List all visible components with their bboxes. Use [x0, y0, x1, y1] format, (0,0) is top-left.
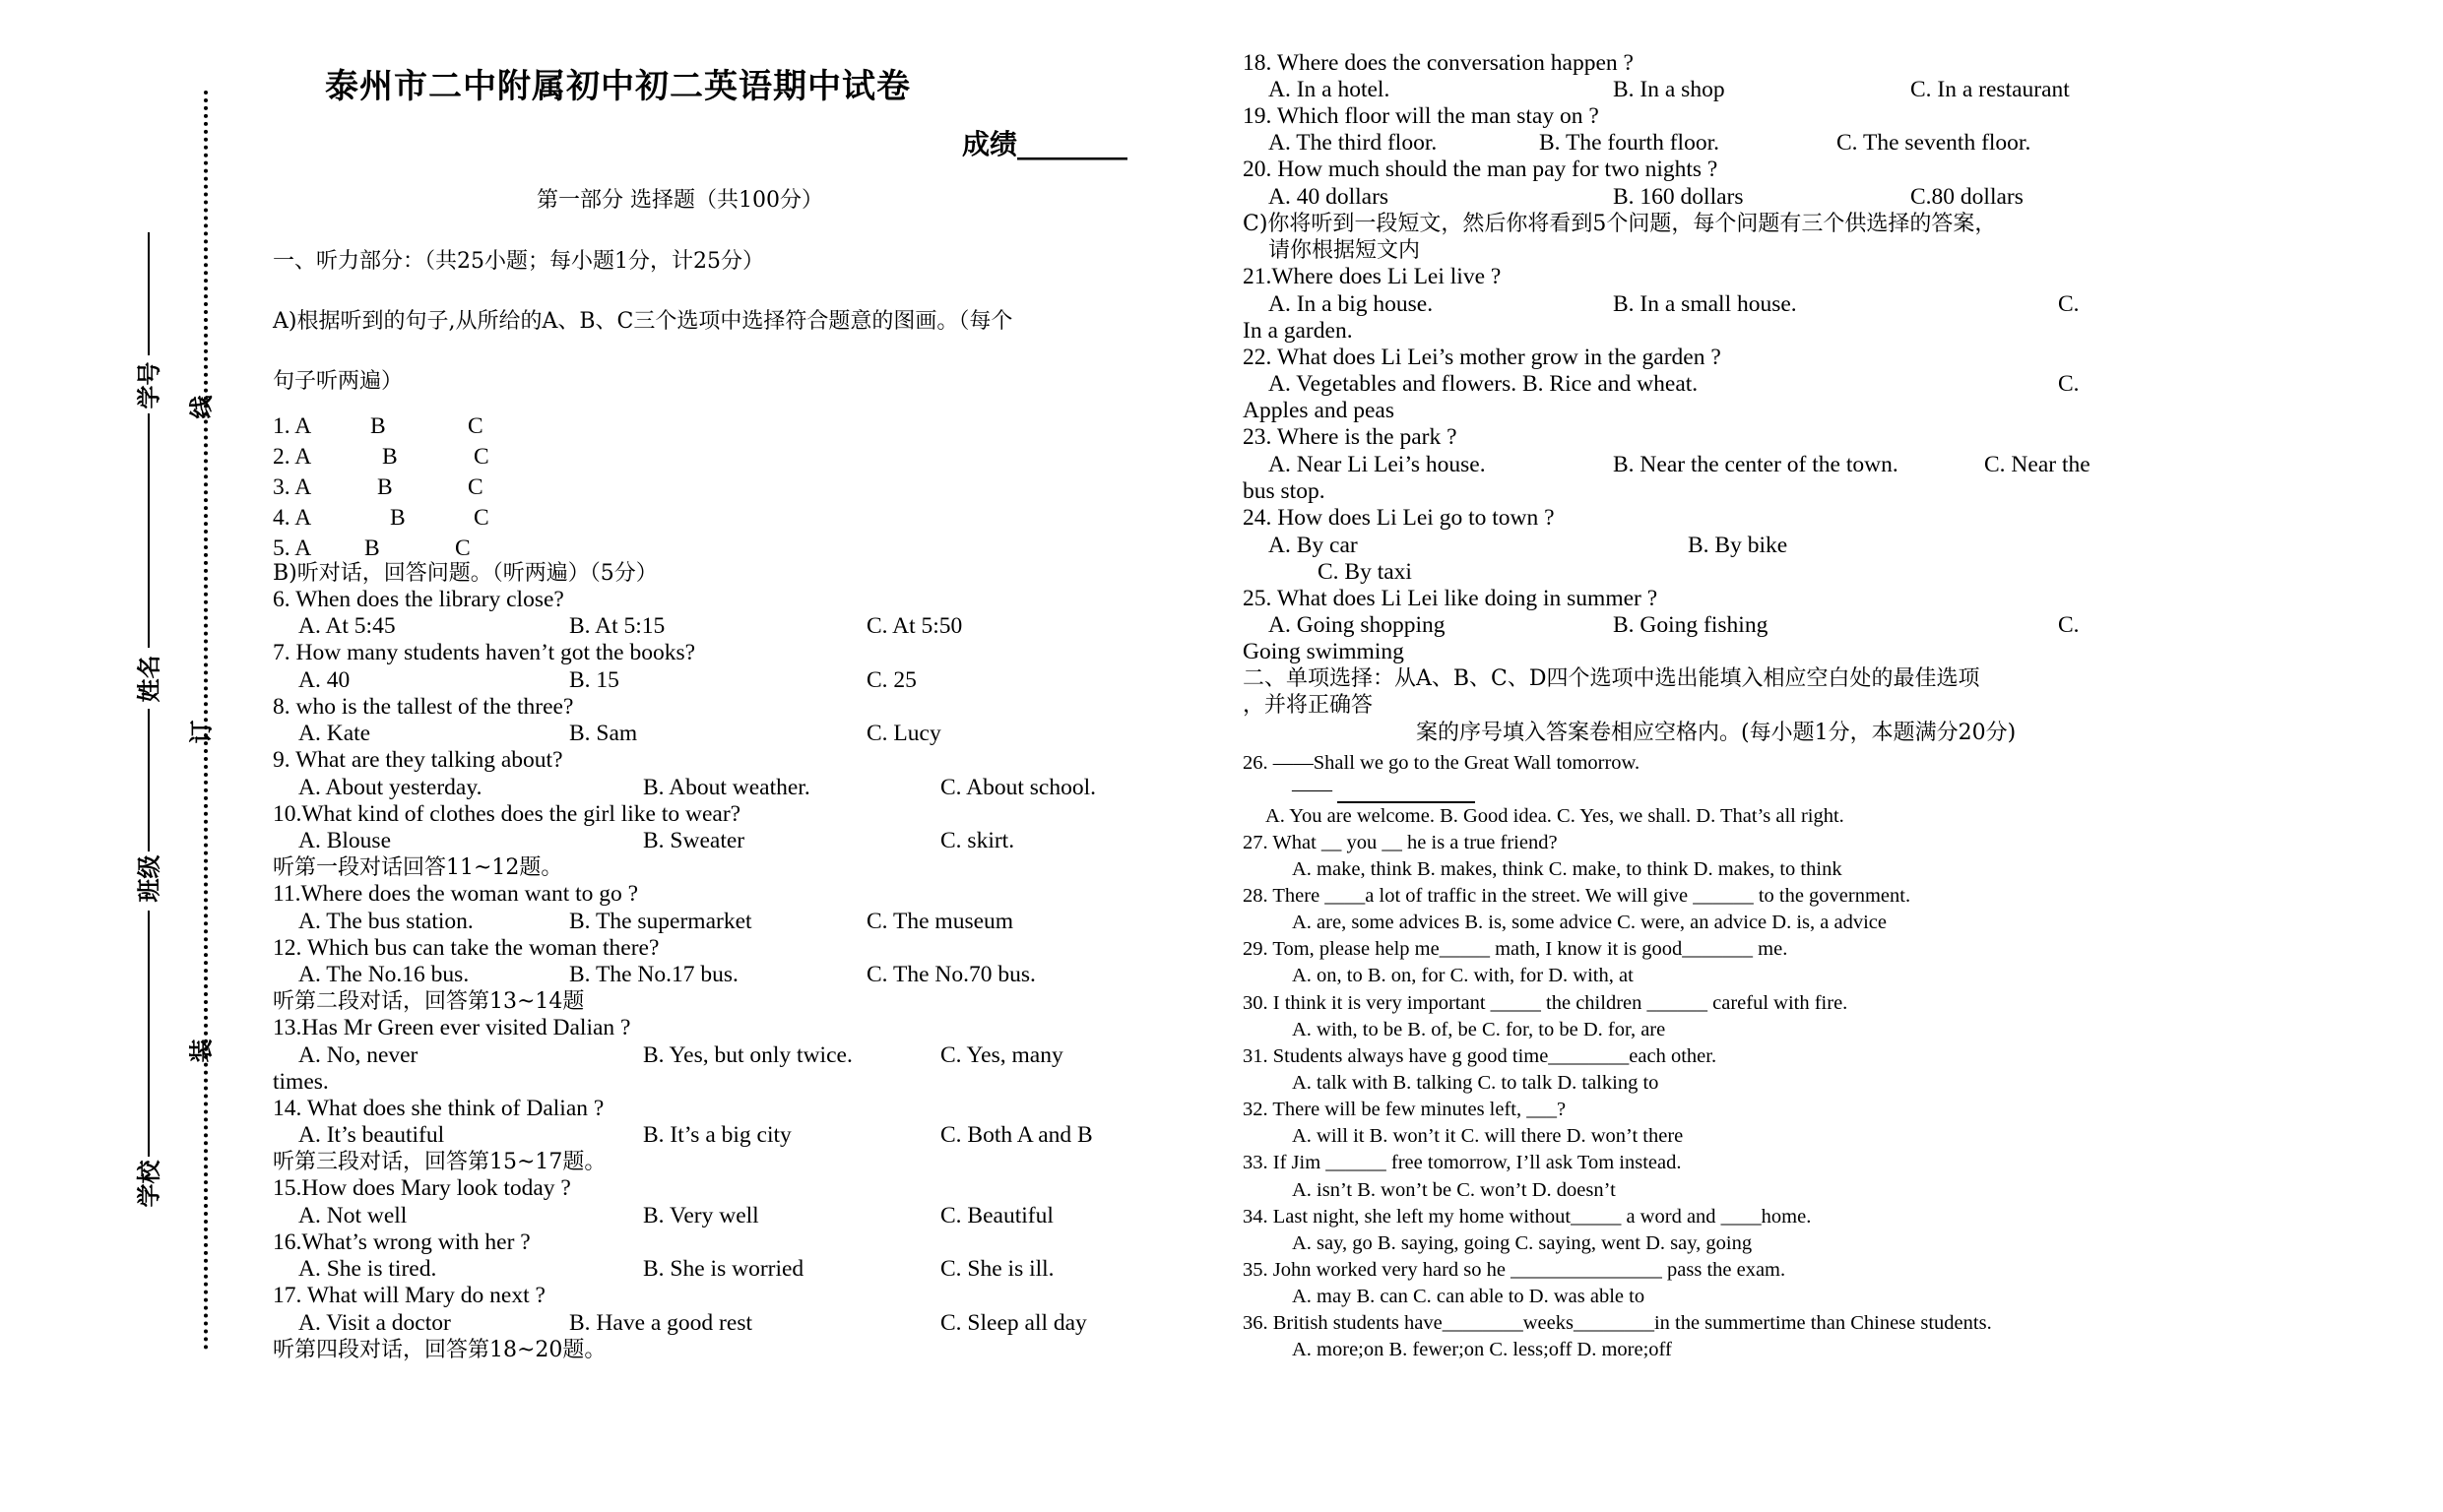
section2-instruction-2: ，并将正确答	[1243, 693, 1374, 718]
q8-option-c: C. Lucy	[867, 721, 941, 746]
q23-option-c: C. Near the	[1984, 452, 2090, 477]
binding-label-class: 班级	[135, 854, 163, 903]
binding-label-student-no: 学号	[135, 361, 163, 410]
q21-option-b: B. In a small house.	[1613, 291, 1797, 317]
q12-option-b: B. The No.17 bus.	[569, 962, 739, 987]
q11: 11.Where does the woman want to go ?	[273, 881, 639, 907]
q21-option-c: C.	[2058, 291, 2080, 317]
q6-option-a: A. At 5:45	[298, 613, 396, 639]
pic-q5-c: C	[455, 536, 471, 561]
q7-option-c: C. 25	[867, 667, 917, 693]
pic-q4-a: 4. A	[273, 505, 312, 531]
pic-q1-a: 1. A	[273, 413, 312, 439]
q10-option-a: A. Blouse	[298, 828, 391, 853]
q7-option-a: A. 40	[298, 667, 351, 693]
q12: 12. Which bus can take the woman there?	[273, 935, 660, 961]
q19-option-a: A. The third floor.	[1268, 130, 1438, 156]
q35: 35. John worked very hard so he _______________ pass the exam.	[1243, 1259, 1786, 1281]
q10: 10.What kind of clothes does the girl like to wear?	[273, 801, 741, 827]
q23-option-c-wrap: bus stop.	[1243, 478, 1325, 504]
q22-option-c: C.	[2058, 371, 2080, 397]
q6: 6. When does the library close?	[273, 587, 564, 612]
q34-options: A. say, go B. saying, going C. saying, went D. say, going	[1292, 1232, 1753, 1254]
binding-label-school: 学校	[135, 1160, 163, 1208]
q33-options: A. isn’t B. won’t be C. won’t D. doesn’t	[1292, 1179, 1616, 1201]
q25: 25. What does Li Lei like doing in summer ?	[1243, 586, 1658, 611]
q16-option-b: B. She is worried	[643, 1256, 804, 1282]
q8-option-b: B. Sam	[569, 721, 638, 746]
q6-option-c: C. At 5:50	[867, 613, 963, 639]
sectionB-heading: B)听对话，回答问题。（听两遍）（5分）	[273, 561, 658, 586]
q11-option-a: A. The bus station.	[298, 909, 474, 934]
q29: 29. Tom, please help me_____ math, I know it is good_______ me.	[1243, 938, 1788, 960]
pic-q5-b: B	[364, 536, 380, 561]
q27: 27. What __ you __ he is a true friend?	[1243, 832, 1558, 853]
dialogue1-instruction: 听第一段对话回答11~12题。	[273, 855, 563, 880]
binding-mark-line: 线	[187, 395, 216, 419]
q20: 20. How much should the man pay for two nights ?	[1243, 157, 1718, 182]
page-title: 泰州市二中附属初中初二英语期中试卷	[325, 67, 911, 106]
q35-options: A. may B. can C. can able to D. was able to	[1292, 1286, 1645, 1307]
sectionA-instruction-1: A)根据听到的句子,从所给的A、B、C三个选项中选择符合题意的图画。（每个	[273, 309, 1013, 334]
q9-option-a: A. About yesterday.	[298, 775, 482, 800]
q14-option-b: B. It’s a big city	[643, 1122, 792, 1148]
q34: 34. Last night, she left my home without_____ a word and ____home.	[1243, 1206, 1812, 1228]
sectionC-instruction-1: C)你将听到一段短文，然后你将看到5个问题，每个问题有三个供选择的答案，	[1243, 212, 1997, 236]
q24-option-b: B. By bike	[1688, 533, 1788, 558]
q36-options: A. more;on B. fewer;on C. less;off D. more;off	[1292, 1339, 1672, 1360]
q20-option-a: A. 40 dollars	[1268, 184, 1389, 210]
q28-options: A. are, some advices B. is, some advice C. were, an advice D. is, a advice	[1292, 912, 1887, 933]
pic-q4-b: B	[390, 505, 406, 531]
q19-option-b: B. The fourth floor.	[1539, 130, 1719, 156]
binding-label-name: 姓名	[135, 655, 163, 703]
q26-options: A. You are welcome. B. Good idea. C. Yes, we shall. D. That’s all right.	[1265, 805, 1844, 827]
q15: 15.How does Mary look today ?	[273, 1175, 571, 1201]
section1-heading: 一、听力部分：（共25小题；每小题1分，计25分）	[273, 249, 764, 274]
q18-option-a: A. In a hotel.	[1268, 77, 1390, 102]
q29-options: A. on, to B. on, for C. with, for D. with, at	[1292, 965, 1634, 986]
q20-option-c: C.80 dollars	[1910, 184, 2024, 210]
q30-options: A. with, to be B. of, be C. for, to be D. for, are	[1292, 1019, 1666, 1040]
student-no-underline	[148, 232, 150, 355]
pic-q3-a: 3. A	[273, 474, 312, 500]
pic-q3-c: C	[468, 474, 483, 500]
dialogue4-instruction: 听第四段对话，回答第18~20题。	[273, 1338, 607, 1362]
pic-q5-a: 5. A	[273, 536, 312, 561]
q19: 19. Which floor will the man stay on ?	[1243, 103, 1599, 129]
q9-option-c: C. About school.	[940, 775, 1096, 800]
q24: 24. How does Li Lei go to town ?	[1243, 505, 1555, 531]
q7: 7. How many students haven’t got the books?	[273, 640, 696, 665]
q15-option-b: B. Very well	[643, 1203, 759, 1228]
q14-option-c: C. Both A and B	[940, 1122, 1093, 1148]
class-underline	[148, 709, 150, 851]
q12-option-c: C. The No.70 bus.	[867, 962, 1036, 987]
q18-option-c: C. In a restaurant	[1910, 77, 2070, 102]
q6-option-b: B. At 5:15	[569, 613, 666, 639]
q18-option-b: B. In a shop	[1613, 77, 1725, 102]
section2-instruction-1: 二、单项选择：从A、B、C、D四个选项中选出能填入相应空白处的最佳选项	[1243, 666, 1980, 691]
pic-q2-b: B	[382, 444, 398, 470]
q11-option-c: C. The museum	[867, 909, 1014, 934]
q20-option-b: B. 160 dollars	[1613, 184, 1744, 210]
q10-option-b: B. Sweater	[643, 828, 745, 853]
q25-option-b: B. Going fishing	[1613, 612, 1768, 638]
q31-options: A. talk with B. talking C. to talk D. talking to	[1292, 1072, 1659, 1094]
q12-option-a: A. The No.16 bus.	[298, 962, 470, 987]
q25-option-c-wrap: Going swimming	[1243, 639, 1404, 664]
q26-dash-text: ——	[1292, 779, 1332, 800]
q26-dash	[1292, 777, 1475, 803]
q8-option-a: A. Kate	[298, 721, 371, 746]
q18: 18. Where does the conversation happen ?	[1243, 50, 1634, 76]
q19-option-c: C. The seventh floor.	[1836, 130, 2031, 156]
q31: 31. Students always have g good time________each other.	[1243, 1045, 1717, 1067]
q24-option-a: A. By car	[1268, 533, 1358, 558]
score-field: 成绩________	[962, 128, 1128, 160]
q16-option-c: C. She is ill.	[940, 1256, 1055, 1282]
q23-option-b: B. Near the center of the town.	[1613, 452, 1898, 477]
part1-heading: 第一部分 选择题（共100分）	[537, 188, 823, 213]
q9-option-b: B. About weather.	[643, 775, 810, 800]
pic-q1-c: C	[468, 413, 483, 439]
q13-option-b: B. Yes, but only twice.	[643, 1042, 853, 1068]
section2-instruction-3: 案的序号填入答案卷相应空格内。(每小题1分，本题满分20分)	[1416, 721, 2017, 745]
q14: 14. What does she think of Dalian ?	[273, 1096, 605, 1121]
q27-options: A. make, think B. makes, think C. make, to think D. makes, to think	[1292, 858, 1842, 880]
q8: 8. who is the tallest of the three?	[273, 694, 574, 720]
q17-option-b: B. Have a good rest	[569, 1310, 752, 1336]
q26-answer-blank	[1337, 784, 1475, 803]
q36: 36. British students have________weeks________in the summertime than Chinese students.	[1243, 1312, 1992, 1334]
pic-q2-a: 2. A	[273, 444, 312, 470]
q23-option-a: A. Near Li Lei’s house.	[1268, 452, 1486, 477]
q33: 33. If Jim ______ free tomorrow, I’ll ask Tom instead.	[1243, 1152, 1682, 1173]
q26: 26. ——Shall we go to the Great Wall tomorrow.	[1243, 752, 1640, 774]
q16-option-a: A. She is tired.	[298, 1256, 437, 1282]
q11-option-b: B. The supermarket	[569, 909, 752, 934]
name-underline	[148, 413, 150, 648]
q15-option-c: C. Beautiful	[940, 1203, 1054, 1228]
pic-q1-b: B	[370, 413, 386, 439]
pic-q4-c: C	[474, 505, 489, 531]
q16: 16.What’s wrong with her ?	[273, 1229, 531, 1255]
q13-option-a: A. No, never	[298, 1042, 418, 1068]
q17: 17. What will Mary do next ?	[273, 1283, 546, 1308]
dialogue3-instruction: 听第三段对话，回答第15~17题。	[273, 1150, 607, 1174]
q7-option-b: B. 15	[569, 667, 619, 693]
q22-option-ab: A. Vegetables and flowers. B. Rice and wheat.	[1268, 371, 1699, 397]
q32-options: A. will it B. won’t it C. will there D. won’t there	[1292, 1125, 1684, 1147]
school-underline	[148, 911, 150, 1157]
q15-option-a: A. Not well	[298, 1203, 408, 1228]
q10-option-c: C. skirt.	[940, 828, 1015, 853]
q17-option-c: C. Sleep all day	[940, 1310, 1087, 1336]
q28: 28. There ____a lot of traffic in the street. We will give ______ to the government.	[1243, 885, 1911, 907]
q13: 13.Has Mr Green ever visited Dalian ?	[273, 1015, 631, 1040]
q25-option-c: C.	[2058, 612, 2080, 638]
dialogue2-instruction: 听第二段对话，回答第13~14题	[273, 989, 585, 1014]
pic-q2-c: C	[474, 444, 489, 470]
q32: 32. There will be few minutes left, ___?	[1243, 1099, 1567, 1120]
binding-mark-ding: 订	[187, 720, 216, 744]
q21-option-a: A. In a big house.	[1268, 291, 1434, 317]
q23: 23. Where is the park ?	[1243, 424, 1457, 450]
sectionA-instruction-2: 句子听两遍）	[273, 369, 404, 394]
q24-option-c: C. By taxi	[1318, 559, 1412, 585]
pic-q3-b: B	[377, 474, 393, 500]
q14-option-a: A. It’s beautiful	[298, 1122, 445, 1148]
binding-mark-zhuang: 装	[187, 1039, 216, 1063]
q22-option-c-wrap: Apples and peas	[1243, 398, 1395, 423]
q30: 30. I think it is very important _____ the children ______ careful with fire.	[1243, 992, 1848, 1014]
q22: 22. What does Li Lei’s mother grow in the garden ?	[1243, 345, 1721, 370]
q21: 21.Where does Li Lei live ?	[1243, 264, 1502, 289]
sectionC-instruction-2: 请你根据短文内	[1268, 238, 1421, 263]
q17-option-a: A. Visit a doctor	[298, 1310, 451, 1336]
q13-option-c-wrap: times.	[273, 1069, 329, 1095]
q21-option-c-wrap: In a garden.	[1243, 318, 1353, 344]
q25-option-a: A. Going shopping	[1268, 612, 1446, 638]
q13-option-c: C. Yes, many	[940, 1042, 1063, 1068]
q9: 9. What are they talking about?	[273, 747, 563, 773]
